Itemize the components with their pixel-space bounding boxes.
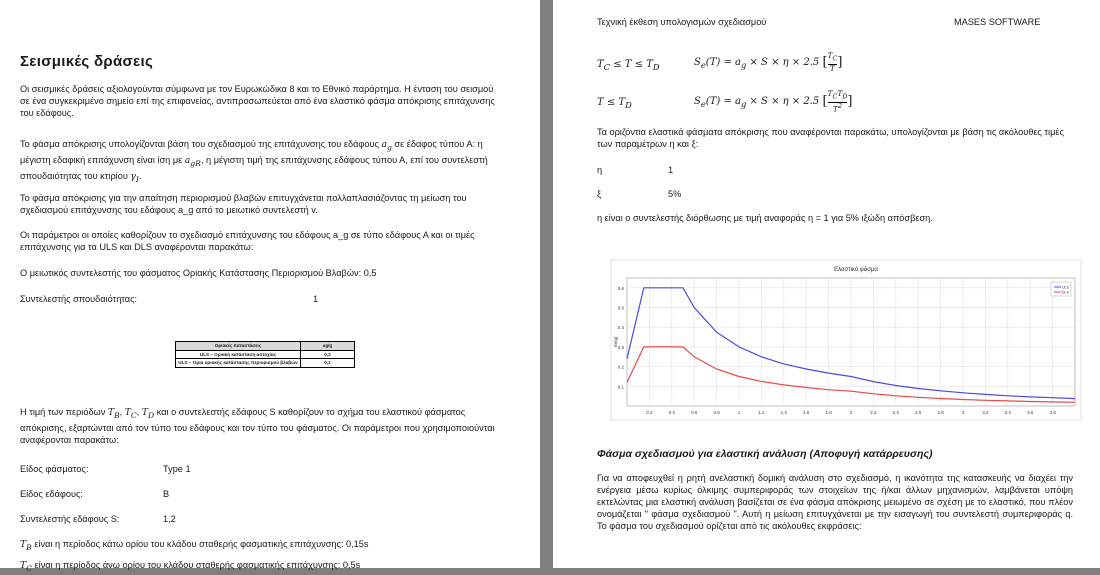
- importance-label: Συντελεστής σπουδαιότητας:: [20, 294, 138, 304]
- paragraph-parameters: Οι παράμετροι οι οποίες καθορίζουν το σχεδιασμό επιτάχυνσης του εδάφους a_g σε τύπο εδάφους Α και οι τιμές επιτάχυνσης για τα ULS και DLS αναφέρονται παρακάτω:: [20, 230, 475, 252]
- x-tick-label: 2.4: [892, 410, 899, 415]
- section-title-design-spectrum: Φάσμα σχεδιασμού για ελαστική ανάλυση (Αποφυγή κατάρρευσης): [597, 448, 933, 460]
- x-tick-label: 1: [737, 410, 741, 415]
- paragraph-intro: Οι σεισμικές δράσεις αξιολογούνται σύμφωνα με τον Ευρωκώδικα 8 και το Εθνικό παράρτημα. Η ένταση του σεισμού σε ένα συγκεκριμένο σημείο επί της επιφανείας, αντιπροσωπεύεται από ένα ελαστικό φάσμα απόκρισης επιτάχυνσης του εδάφους.: [20, 84, 495, 118]
- y-tick-label: 0.5: [617, 305, 624, 311]
- symbol-tc: $T_C$: [124, 407, 137, 420]
- soil-factor-value: 1,2: [163, 514, 176, 524]
- ground-acceleration-table: [175, 341, 355, 368]
- y-tick-label: 0.6: [617, 285, 624, 291]
- paragraph-periods: Η τιμή των περιόδων $T_B$, $T_C$, $T_D$ και ο συντελεστής εδάφους S καθορίζουν το σχήμα του ελαστικού φάσματος απόκρισης, εξαρτώνται από τον τύπο του εδάφους και τον τύπο του φάσματος. Οι παράμετροι που χρησιμοποιούνται αναφέρονται παρακάτω:: [20, 407, 495, 445]
- equation-se-2: $S_e(T) = a_g \times S \times \eta \times 2.5$ [ $\frac{T_CT_D}{T^2}$ ]: [694, 89, 853, 113]
- table-cell-state: ULS – Όρια οριακής κατάστασης περιορισμού βλαβών: [176, 359, 301, 368]
- x-tick-label: 2.2: [870, 410, 877, 415]
- y-axis-label: Se(g): [613, 336, 618, 348]
- text: , η μέγιστη τιμή της επιτάχυνσης εδάφους τύπου Α, επί του συντελεστή σπουδαιότητας του κτιρίου: [20, 154, 488, 181]
- x-tick-label: 1.2: [758, 410, 765, 415]
- document-page-right: [553, 0, 1100, 568]
- symbol-tb: $T_B$: [20, 539, 32, 552]
- tb-definition: [20, 538, 520, 554]
- table-header-state: Οριακές Καταστάσεις: [176, 342, 301, 351]
- y-tick-label: 0.1: [617, 384, 624, 390]
- table-header-row: [176, 342, 355, 351]
- table-header-value: ag/g: [301, 342, 355, 351]
- x-tick-label: 3: [961, 410, 965, 415]
- legend-label-uls: ULS: [1062, 285, 1069, 290]
- y-tick-label: 0.3: [617, 344, 624, 350]
- page-header-title: Τεχνική έκθεση υπολογισμών σχεδιασμού: [597, 17, 767, 27]
- soil-type-label: Είδος εδάφους:: [20, 489, 83, 499]
- paragraph-spectrum-calc: [20, 138, 500, 185]
- reduction-factor-line: Ο μειωτικός συντελεστής του φάσματος Οριακής Κατάστασης Περιορισμού Βλαβών: 0,5: [20, 268, 377, 278]
- x-tick-label: 1.8: [825, 410, 832, 415]
- spectrum-type-label: Είδος φάσματος:: [20, 464, 89, 474]
- paragraph-horizontal-spectra: Τα οριζόντια ελαστικά φάσματα απόκρισης που αναφέρονται παρακάτω, υπολογίζονται με βάση τις ακόλουθες τιμές των παραμέτρων η και ξ:: [597, 127, 1064, 149]
- x-tick-label: 3.6: [1027, 410, 1034, 415]
- x-tick-label: 1.6: [803, 410, 810, 415]
- table-cell-state: ULS – Οριακή κατάσταση αστοχίας: [176, 350, 301, 359]
- xi-value: 5%: [668, 189, 682, 199]
- symbol-td: $T_D$: [141, 407, 155, 420]
- tc-definition: [20, 559, 520, 575]
- text: Το φάσμα απόκρισης υπολογίζονται βάση του σχεδιασμού της επιτάχυνσης του εδάφους: [20, 139, 382, 149]
- text: είναι η περίοδος άνω ορίου του κλάδου σταθερής φασματικής επιτάχυνσης: 0,5s: [32, 560, 361, 570]
- text: Η τιμή των περιόδων: [20, 407, 108, 417]
- importance-value: 1: [313, 294, 319, 304]
- text: είναι η περίοδος κάτω ορίου του κλάδου σταθερής φασματικής επιτάχυνσης: 0,15s: [31, 539, 369, 549]
- spectrum-type-value: Type 1: [163, 464, 191, 474]
- elastic-spectrum-chart: [611, 260, 1081, 420]
- eta-value: 1: [668, 165, 674, 175]
- text: σε έδαφος τύπου Α: η μέγιστη εδαφική επιτάχυνση είναι ίση με: [20, 139, 483, 165]
- xi-label: ξ: [597, 189, 602, 199]
- x-tick-label: 2.6: [915, 410, 922, 415]
- soil-type-value: B: [163, 489, 170, 499]
- x-tick-label: 0.8: [713, 410, 720, 415]
- section-title-seismic: Σεισμικές δράσεις: [20, 53, 154, 70]
- y-tick-label: 0.2: [617, 364, 624, 370]
- eta-label: η: [597, 165, 603, 175]
- x-tick-label: 0.4: [668, 410, 675, 415]
- x-tick-label: 3.2: [982, 410, 989, 415]
- x-tick-label: 3.4: [1004, 410, 1011, 415]
- equation-condition-1: $T_C \le T \le T_D$: [597, 59, 660, 72]
- legend-label-dls: DLS: [1062, 290, 1069, 295]
- paragraph-eta-definition: η είναι ο συντελεστής διόρθωσης με τιμή αναφοράς η = 1 για 5% ιξώδη απόσβεση.: [597, 213, 933, 223]
- symbol-ag: $a_g$: [381, 139, 392, 152]
- x-tick-label: 0.6: [691, 410, 698, 415]
- symbol-tc: $T_C$: [20, 560, 32, 573]
- x-tick-label: 2: [849, 410, 853, 415]
- table-cell-value: 0,2: [301, 350, 355, 359]
- chart-title: Ελαστικό φάσμα: [834, 267, 878, 273]
- paragraph-damage-limit: Το φάσμα απόκρισης για την απαίτηση περιορισμού βλαβών επιτυγχάνεται πολλαπλασιάζοντας τη μείωση του σχεδιασμού επιτάχυνσης του εδάφους a_g από το μειωτικό συντελεστή v.: [20, 193, 467, 215]
- table-cell-value: 0,1: [301, 359, 355, 368]
- soil-factor-label: Συντελεστής εδάφους S:: [20, 514, 120, 524]
- symbol-agr: $a_{gR}$: [184, 154, 201, 168]
- paragraph-design-spectrum: Για να αποφευχθεί η ρητή ανελαστική δομική ανάλυση στο σχεδιασμό, η ικανότητα της κατασκευής να διαχέει την ενέργεια μέσω κυρίως όλκιμης συμπεριφοράς των στοιχείων της ή/και άλλων μηχανισμών, λαμβάνεται υπόψη εκτελώντας μια ελαστική ανάλυση βασίζεται σε ένα φάσμα απόκρισης μειωμένο σε σχέση με το ελαστικό, που πλέον ονομάζεται " φάσμα σχεδιασμού ". Αυτή η μείωση επιτυγχάνεται με την εισαγωγή του συντελεστή συμπεριφοράς q. Το φάσμα του σχεδιασμού ορίζεται από τις ακόλουθες εκφράσεις:: [597, 473, 1073, 531]
- equation-se-1: $S_e(T) = a_g \times S \times \eta \times 2.5$ [ $\frac{T_C}{T}$ ]: [694, 51, 843, 73]
- x-tick-label: 0.2: [646, 410, 653, 415]
- text: .: [138, 170, 142, 181]
- x-tick-label: 3.8: [1049, 410, 1056, 415]
- text: και ο συντελεστής εδάφους S καθορίζουν το σχήμα του ελαστικού φάσματος απόκρισης, εξαρτώνται από τον τύπο του εδάφους και τον τύπο του φάσματος. Οι παράμετροι που χρησιμοποιούνται αναφέρονται παρακάτω:: [20, 407, 495, 445]
- symbol-gamma: $\gamma_I$: [130, 170, 139, 184]
- equation-condition-2: $T \le T_D$: [597, 97, 632, 110]
- table-row: [176, 359, 355, 368]
- symbol-tb: $T_B$: [107, 407, 120, 420]
- x-tick-label: 2.8: [937, 410, 944, 415]
- y-tick-label: 0.4: [617, 325, 624, 331]
- page-header-company: MASES SOFTWARE: [954, 17, 1041, 27]
- table-row: [176, 350, 355, 359]
- document-page-left: [0, 0, 540, 573]
- x-tick-label: 1.4: [780, 410, 787, 415]
